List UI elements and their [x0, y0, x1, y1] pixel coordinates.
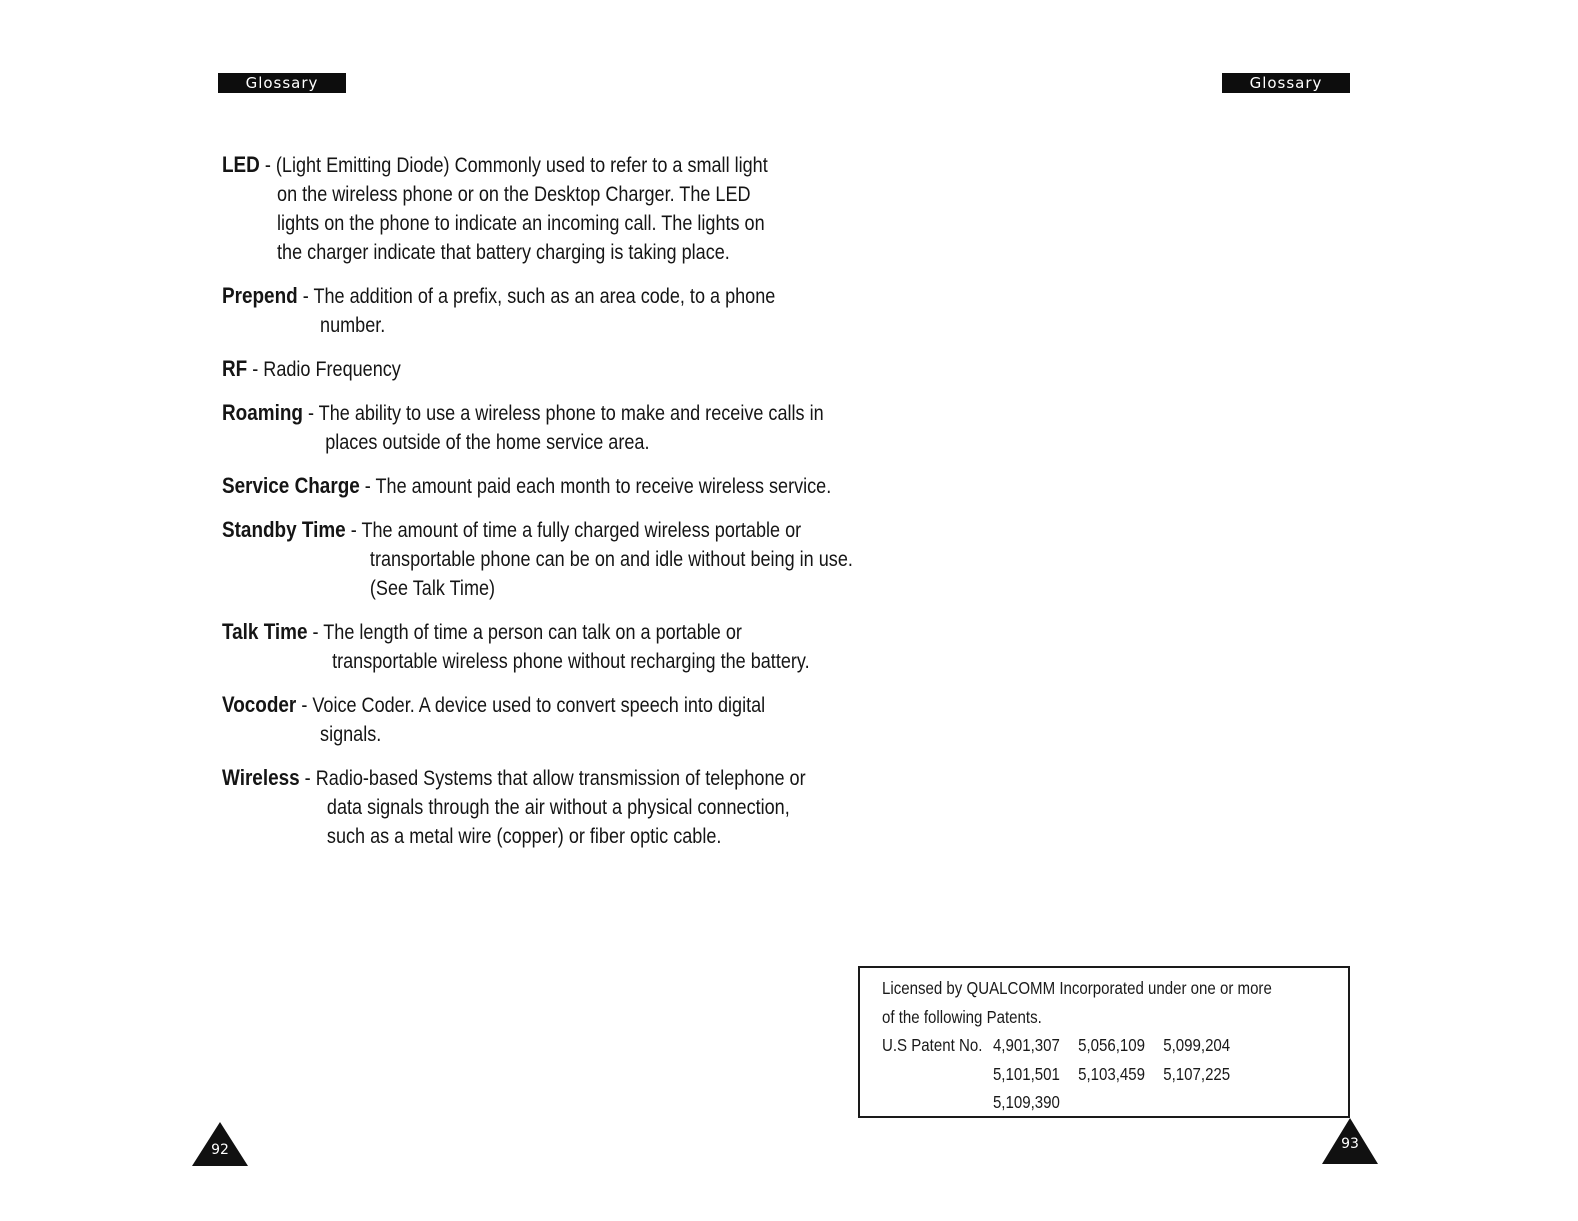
patent-number: 4,901,307: [992, 1035, 1060, 1055]
glossary-term: Service Charge: [222, 473, 360, 498]
glossary-term: Roaming: [222, 400, 303, 425]
glossary-entry-led: LED - (Light Emitting Diode) Commonly used to refer to a small light on the wireless phone or on the Desktop Charger. The LED lights on the phone to indicate an incoming call. The lights on the charger indicate that battery charging is taking place.: [222, 152, 768, 264]
glossary-entry-rf: RF - Radio Frequency: [222, 356, 401, 381]
glossary-term: Prepend: [222, 283, 298, 308]
glossary-entry-roaming: Roaming - The ability to use a wireless phone to make and receive calls in places outside of the home service area.: [222, 400, 824, 454]
glossary-definition: The ability to use a wireless phone to make and receive calls in places outside of the home service area.: [318, 402, 824, 454]
patent-number: 5,099,204: [1163, 1035, 1231, 1055]
patent-row-1: [882, 1031, 1272, 1060]
glossary-term: Wireless: [222, 765, 300, 790]
glossary-term: Standby Time: [222, 517, 346, 542]
glossary-term: RF: [222, 356, 248, 381]
glossary-definition: Radio Frequency: [263, 358, 401, 381]
glossary-term: Talk Time: [222, 619, 308, 644]
glossary-term: LED: [222, 152, 260, 177]
patent-number: 5,103,459: [1078, 1063, 1146, 1084]
page-number-right: 93: [1341, 1136, 1359, 1152]
glossary-entry-talk-time: Talk Time - The length of time a person can talk on a portable or transportable wireless phone without recharging the battery.: [222, 619, 810, 673]
patent-line-1: Licensed by QUALCOMM Incorporated under one or more: [882, 978, 1272, 998]
patent-license-box: [858, 966, 1350, 1118]
patent-number: 5,056,109: [1078, 1035, 1146, 1055]
patent-number: 5,101,501: [992, 1063, 1060, 1084]
glossary-definition: The amount paid each month to receive wireless service.: [375, 475, 832, 498]
page-number-left: 92: [211, 1142, 229, 1158]
glossary-list: [222, 150, 853, 865]
glossary-entry-standby-time: Standby Time - The amount of time a fully charged wireless portable or transportable phone can be on and idle without being in use. (See Talk Time): [222, 517, 853, 600]
glossary-definition: Radio-based Systems that allow transmission of telephone or data signals through the air without a physical connection, such as a metal wire (copper) or fiber optic cable.: [315, 767, 806, 848]
patent-number: 5,109,390: [992, 1092, 1060, 1112]
patent-line-2: of the following Patents.: [882, 1006, 1042, 1027]
patent-number: 5,107,225: [1163, 1063, 1231, 1084]
patent-row-3: [882, 1088, 1272, 1117]
glossary-definition: The addition of a prefix, such as an area code, to a phone number.: [313, 285, 776, 337]
glossary-definition: The amount of time a fully charged wireless portable or transportable phone can be on and idle without being in use. (See Talk Time): [361, 519, 853, 600]
glossary-entry-prepend: Prepend - The addition of a prefix, such as an area code, to a phone number.: [222, 283, 776, 337]
glossary-definition: Voice Coder. A device used to convert speech into digital signals.: [312, 694, 766, 746]
glossary-entry-service-charge: Service Charge - The amount paid each month to receive wireless service.: [222, 473, 832, 498]
patent-label: U.S Patent No.: [882, 1035, 983, 1055]
patent-row-2: [882, 1060, 1272, 1089]
glossary-term: Vocoder: [222, 692, 297, 717]
glossary-header-tab-left: Glossary: [218, 73, 346, 93]
glossary-entry-wireless: Wireless - Radio-based Systems that allow transmission of telephone or data signals through the air without a physical connection, such as a metal wire (copper) or fiber optic cable.: [222, 765, 806, 848]
glossary-definition: The length of time a person can talk on a portable or transportable wireless phone without recharging the battery.: [323, 621, 810, 673]
glossary-entry-vocoder: Vocoder - Voice Coder. A device used to convert speech into digital signals.: [222, 692, 766, 746]
glossary-header-tab-right: Glossary: [1222, 73, 1350, 93]
glossary-definition: (Light Emitting Diode) Commonly used to refer to a small light on the wireless phone or on the Desktop Charger. The LED lights on the phone to indicate an incoming call. The lights on the charger indicate that battery charging is taking place.: [275, 154, 768, 264]
